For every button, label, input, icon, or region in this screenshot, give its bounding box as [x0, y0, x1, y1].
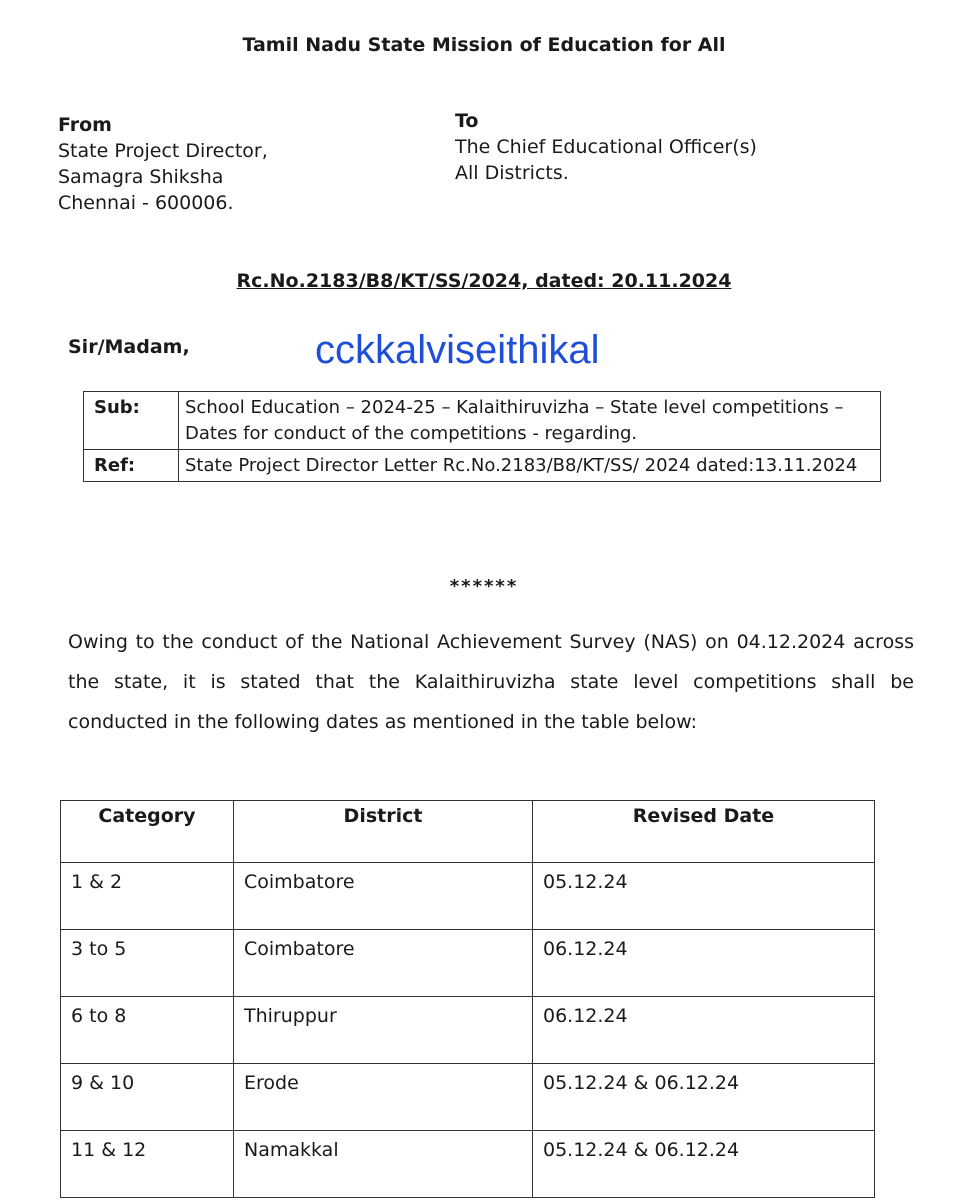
from-line: State Project Director, — [58, 140, 268, 162]
cell-district: Coimbatore — [234, 930, 533, 997]
cell-category: 6 to 8 — [61, 997, 234, 1064]
table-row — [61, 1064, 875, 1131]
header-revised-date: Revised Date — [533, 801, 875, 863]
from-heading: From — [58, 114, 112, 136]
reference-label: Ref: — [84, 450, 179, 482]
salutation: Sir/Madam, — [68, 336, 190, 358]
subject-text: School Education – 2024-25 – Kalaithiruvizha – State level competitions – Dates for conduct of the competitions - regarding. — [179, 392, 881, 450]
cell-date: 06.12.24 — [533, 997, 875, 1064]
org-title: Tamil Nadu State Mission of Education for All — [242, 34, 726, 56]
table-row — [61, 1131, 875, 1198]
cell-category: 3 to 5 — [61, 930, 234, 997]
subject-label: Sub: — [84, 392, 179, 450]
cell-district: Namakkal — [234, 1131, 533, 1198]
subject-row — [84, 392, 881, 450]
reference-number: Rc.No.2183/B8/KT/SS/2024, dated: 20.11.2024 — [236, 270, 732, 292]
cell-district: Erode — [234, 1064, 533, 1131]
header-district: District — [234, 801, 533, 863]
cell-district: Coimbatore — [234, 863, 533, 930]
from-block — [58, 112, 268, 216]
to-line: All Districts. — [455, 162, 569, 184]
cell-category: 1 & 2 — [61, 863, 234, 930]
body-paragraph: Owing to the conduct of the National Achievement Survey (NAS) on 04.12.2024 across the state, it is stated that the Kalaithiruvizha state level competitions shall be conducted in the following dates as mentioned in the table below: — [68, 631, 914, 733]
table-row — [61, 930, 875, 997]
from-line: Chennai - 600006. — [58, 192, 234, 214]
separator: ****** — [449, 576, 519, 597]
watermark: cckkalviseithikal — [315, 328, 600, 372]
cell-district: Thiruppur — [234, 997, 533, 1064]
table-row — [61, 863, 875, 930]
cell-date: 06.12.24 — [533, 930, 875, 997]
reference-number-line — [0, 270, 968, 292]
cell-date: 05.12.24 — [533, 863, 875, 930]
reference-row — [84, 450, 881, 482]
subject-reference-table — [83, 391, 881, 482]
to-heading: To — [455, 110, 479, 132]
table-row — [61, 997, 875, 1064]
to-line: The Chief Educational Officer(s) — [455, 136, 757, 158]
cell-category: 9 & 10 — [61, 1064, 234, 1131]
to-block — [455, 108, 757, 186]
schedule-table — [60, 800, 875, 1198]
reference-text: State Project Director Letter Rc.No.2183/B8/KT/SS/ 2024 dated:13.11.2024 — [179, 450, 881, 482]
cell-date: 05.12.24 & 06.12.24 — [533, 1064, 875, 1131]
from-line: Samagra Shiksha — [58, 166, 224, 188]
cell-date: 05.12.24 & 06.12.24 — [533, 1131, 875, 1198]
header-category: Category — [61, 801, 234, 863]
table-header-row — [61, 801, 875, 863]
cell-category: 11 & 12 — [61, 1131, 234, 1198]
